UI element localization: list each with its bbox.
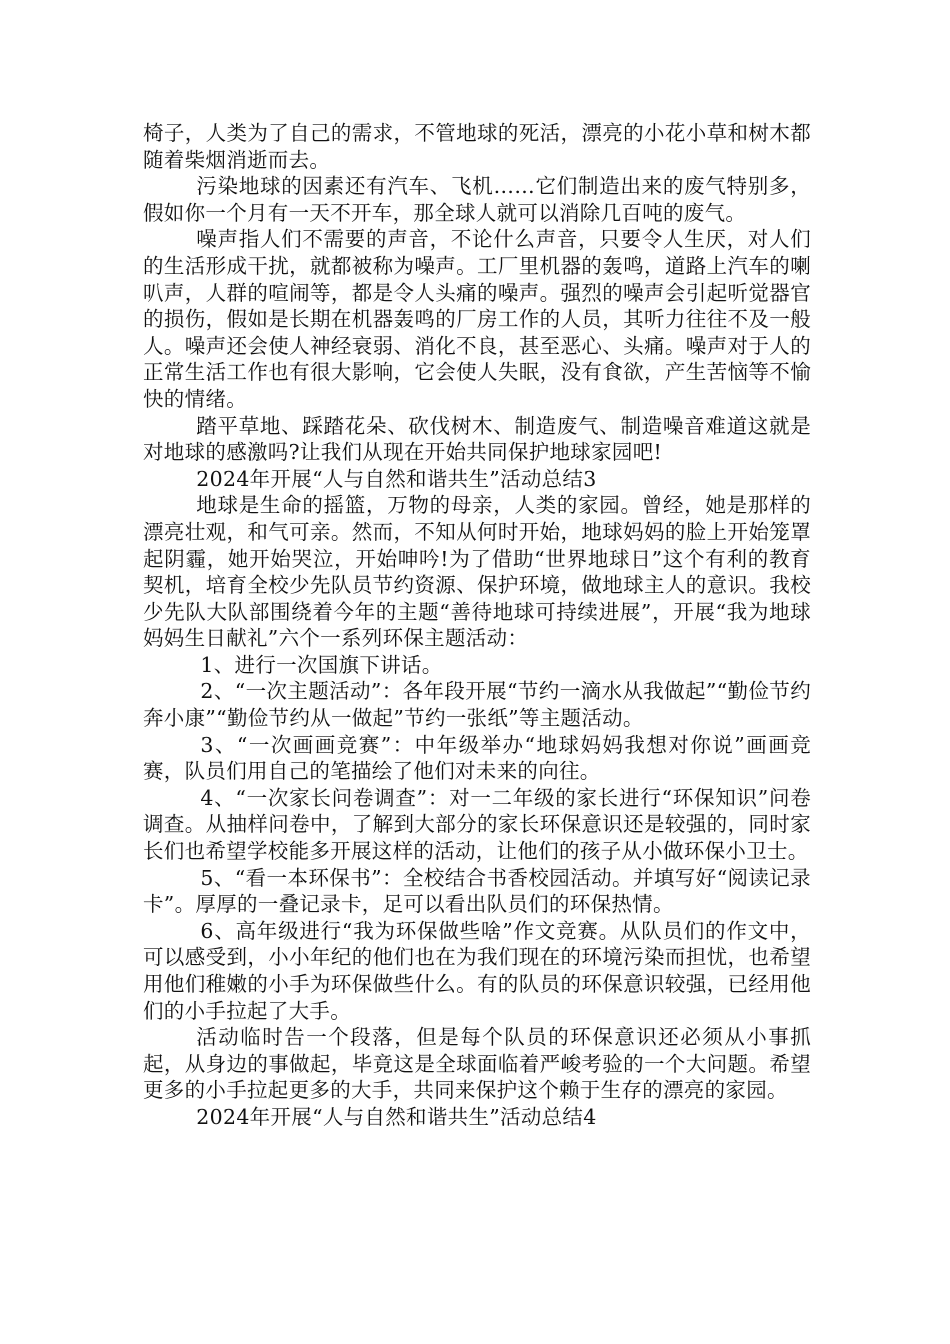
paragraph-call-to-action: 踏平草地、踩踏花朵、砍伐树木、制造废气、制造噪音难道这就是对地球的感激吗?让我们从现在开始共同保护地球家园吧! xyxy=(143,413,811,465)
list-item: 4、“一次家长问卷调查”：对一二年级的家长进行“环保知识”问卷调查。从抽样问卷中，了解到大部分的家长环保意识还是较强的，同时家长们也希望学校能多开展这样的活动，让他们的孩子从小做环保小卫士。 xyxy=(143,785,811,864)
paragraph-noise: 噪声指人们不需要的声音，不论什么声音，只要令人生厌，对人们的生活形成干扰，就都被称为噪声。工厂里机器的轰鸣，道路上汽车的喇叭声，人群的喧闹等，都是令人头痛的噪声。强烈的噪声会引起听觉器官的损伤，假如是长期在机器轰鸣的厂房工作的人员，其听力往往不及一般人。噪声还会使人神经衰弱、消化不良，甚至恶心、头痛。噪声对于人的正常生活工作也有很大影响，它会使人失眠，没有食欲，产生苦恼等不愉快的情绪。 xyxy=(143,227,811,411)
list-item: 3、“一次画画竞赛”：中年级举办“地球妈妈我想对你说”画画竞赛，队员们用自己的笔描绘了他们对未来的向往。 xyxy=(143,732,811,784)
section-3-intro: 地球是生命的摇篮，万物的母亲，人类的家园。曾经，她是那样的漂亮壮观，和气可亲。然而，不知从何时开始，地球妈妈的脸上开始笼罩起阴霾，她开始哭泣，开始呻吟!为了借助“世界地球日”这个有利的教育契机，培育全校少先队员节约资源、保护环境，做地球主人的意识。我校少先队大队部围绕着今年的主题“善待地球可持续进展”，开展“我为地球妈妈生日献礼”六个一系列环保主题活动： xyxy=(143,493,811,651)
list-item: 2、“一次主题活动”：各年段开展“节约一滴水从我做起”“勤俭节约奔小康”“勤俭节约从一做起”节约一张纸”等主题活动。 xyxy=(143,679,811,731)
list-item: 5、“看一本环保书”：全校结合书香校园活动。并填写好“阅读记录卡”。厚厚的一叠记录卡，足可以看出队员们的环保热情。 xyxy=(143,865,811,917)
document-page xyxy=(143,120,811,1131)
section-heading-4: 2024年开展“人与自然和谐共生”活动总结4 xyxy=(196,1104,597,1129)
section-3-closing: 活动临时告一个段落，但是每个队员的环保意识还必须从小事抓起，从身边的事做起，毕竟这是全球面临着严峻考验的一个大问题。希望更多的小手拉起更多的大手，共同来保护这个赖于生存的漂亮的家园。 xyxy=(143,1025,811,1103)
list-item: 1、进行一次国旗下讲话。 xyxy=(200,652,443,677)
paragraph-exhaust: 污染地球的因素还有汽车、飞机……它们制造出来的废气特别多，假如你一个月有一天不开车，那全球人就可以消除几百吨的废气。 xyxy=(143,174,811,225)
list-item: 6、高年级进行“我为环保做些啥”作文竞赛。从队员们的作文中，可以感受到，小小年纪的他们也在为我们现在的环境污染而担忧，也希望用他们稚嫩的小手为环保做些什么。有的队员的环保意识较强，已经用他们的小手拉起了大手。 xyxy=(143,918,811,1023)
paragraph-continuation: 椅子，人类为了自己的需求，不管地球的死活，漂亮的小花小草和树木都随着柴烟消逝而去。 xyxy=(143,121,811,172)
section-heading-3: 2024年开展“人与自然和谐共生”活动总结3 xyxy=(196,466,597,491)
